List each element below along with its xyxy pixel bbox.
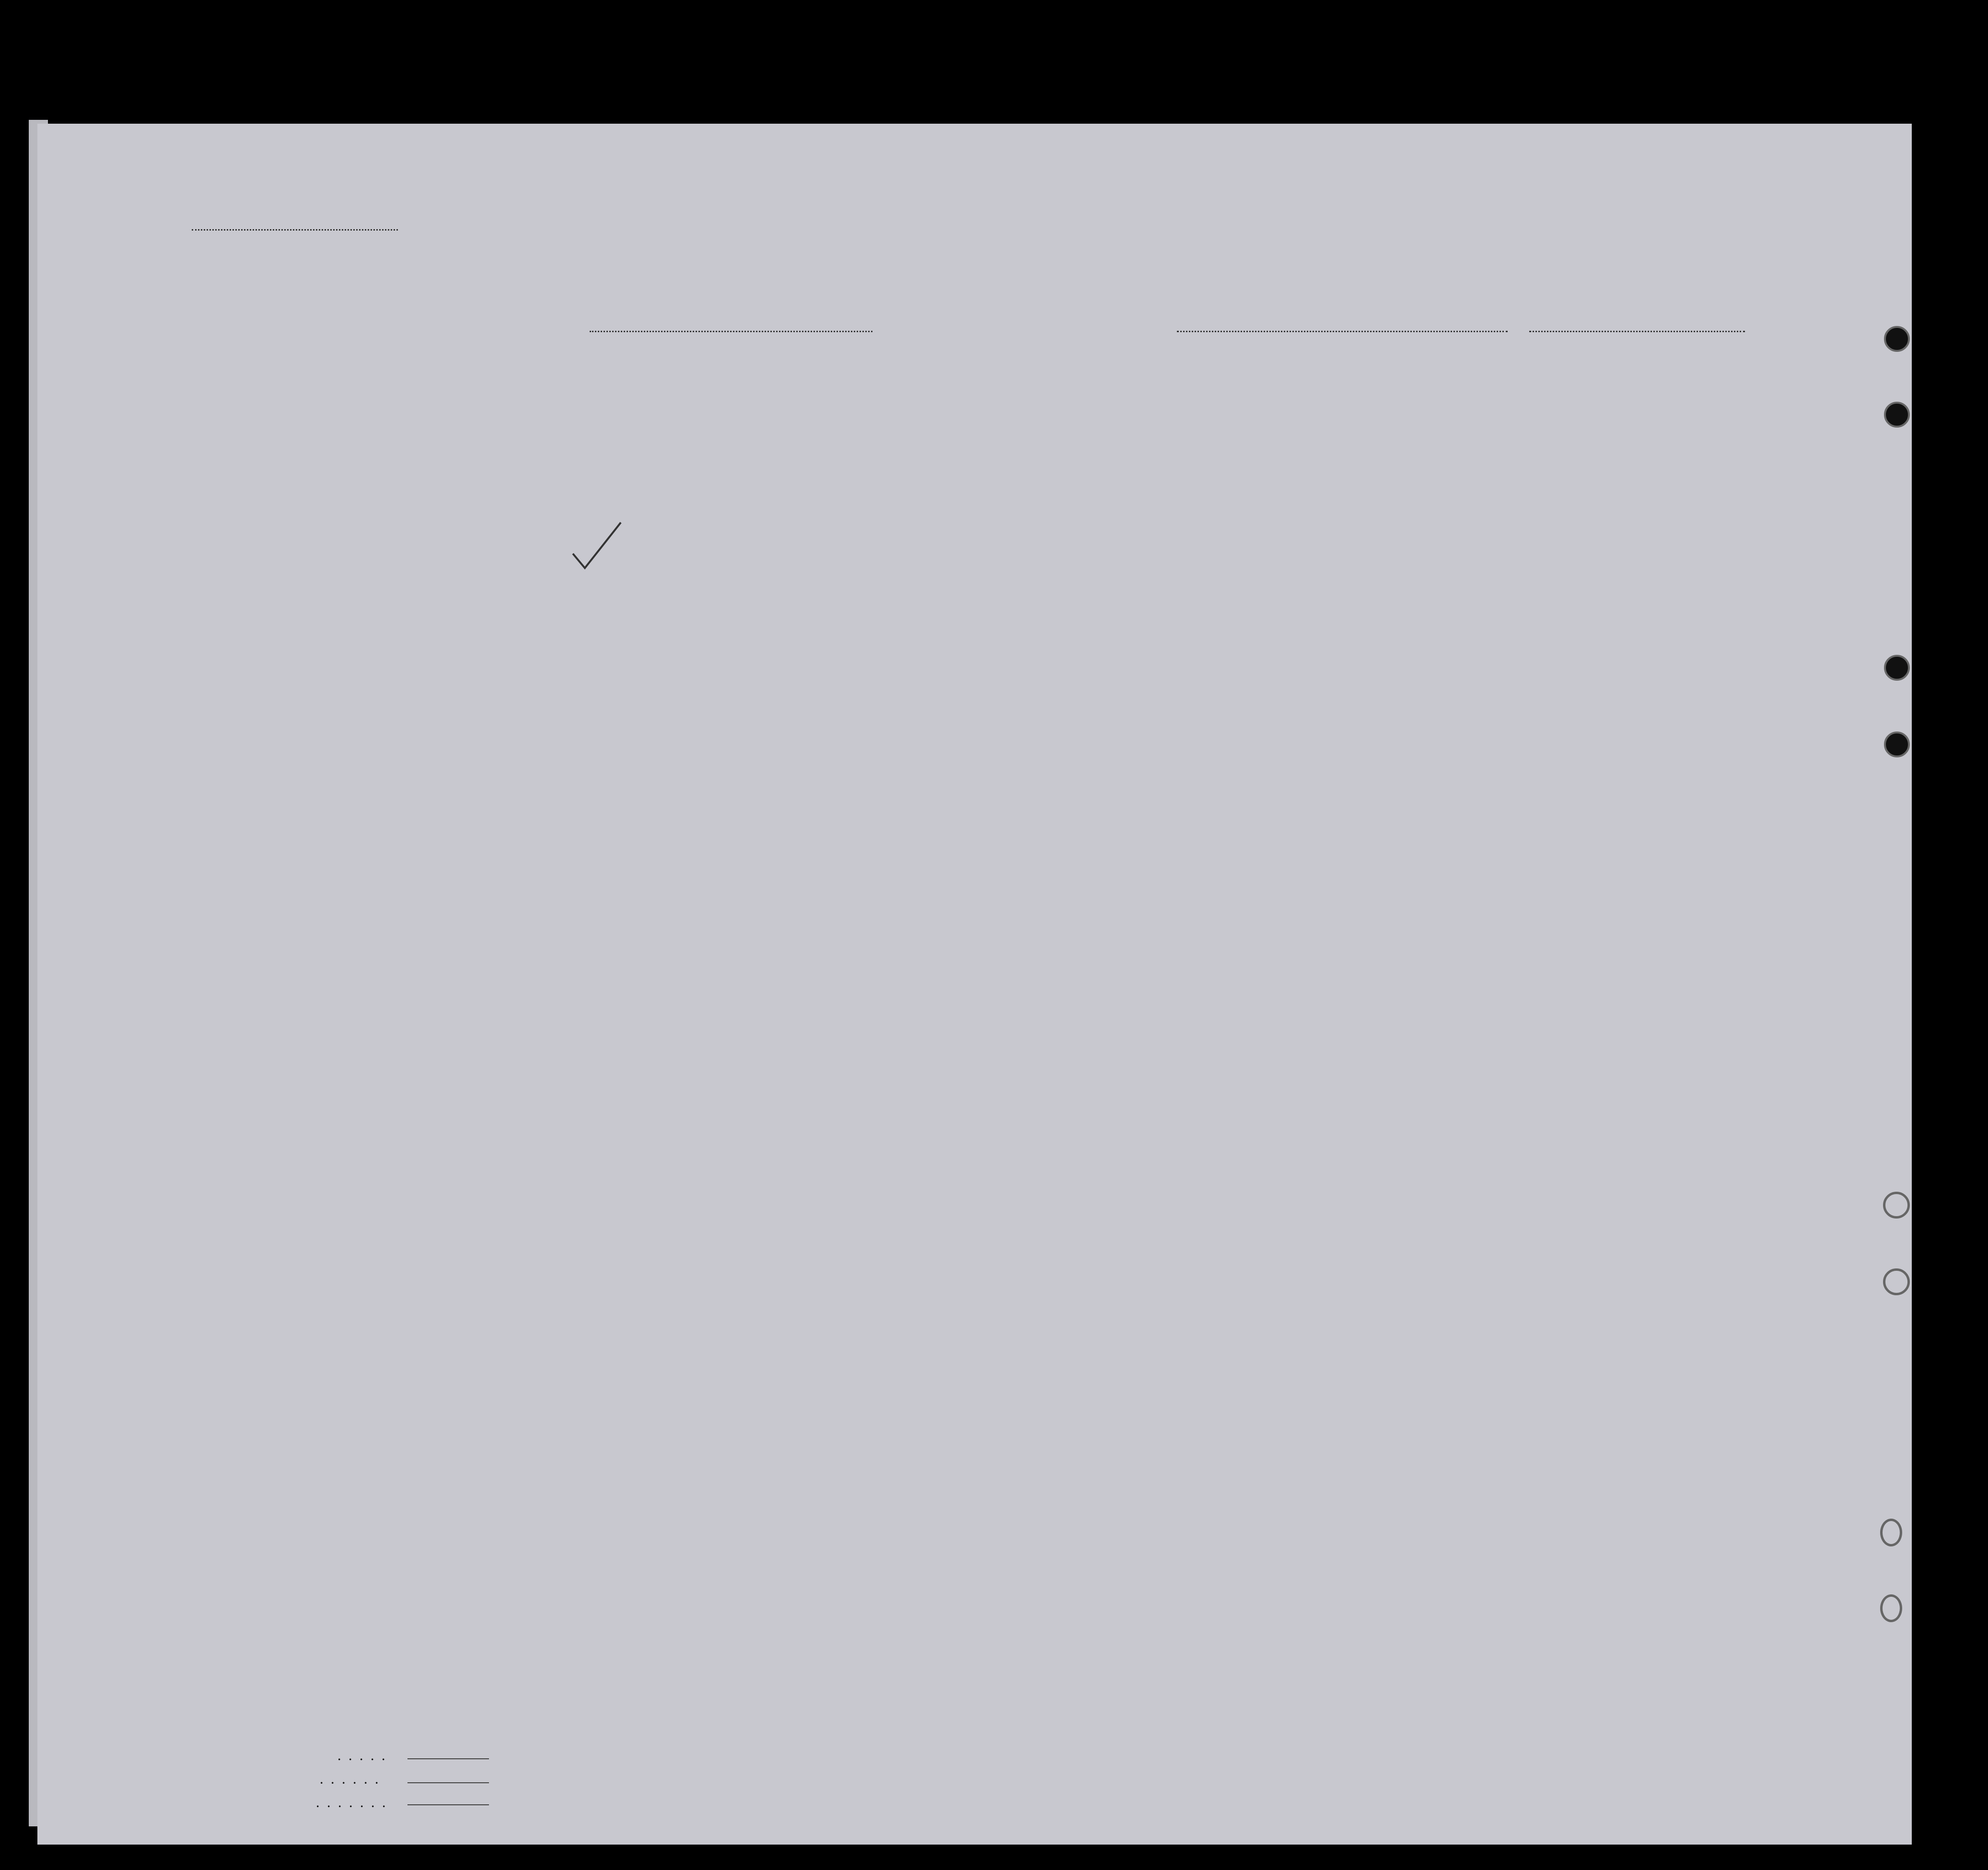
- binder-hole: [1880, 1594, 1902, 1622]
- binder-hole: [1880, 1519, 1902, 1546]
- binder-hole: [1883, 1192, 1910, 1219]
- citizens-line: [407, 1782, 489, 1783]
- total-line: [407, 1758, 489, 1759]
- binder-hole: [1884, 326, 1910, 352]
- binder-hole: [1883, 1268, 1910, 1295]
- header-landing-data: [1551, 413, 1671, 416]
- age-checkmark: [568, 520, 626, 573]
- aliens-line: [407, 1804, 489, 1805]
- binder-hole: [1884, 655, 1910, 681]
- binder-hole: [1884, 732, 1910, 757]
- header-head-tax: [149, 415, 221, 421]
- binder-hole: [1884, 402, 1910, 428]
